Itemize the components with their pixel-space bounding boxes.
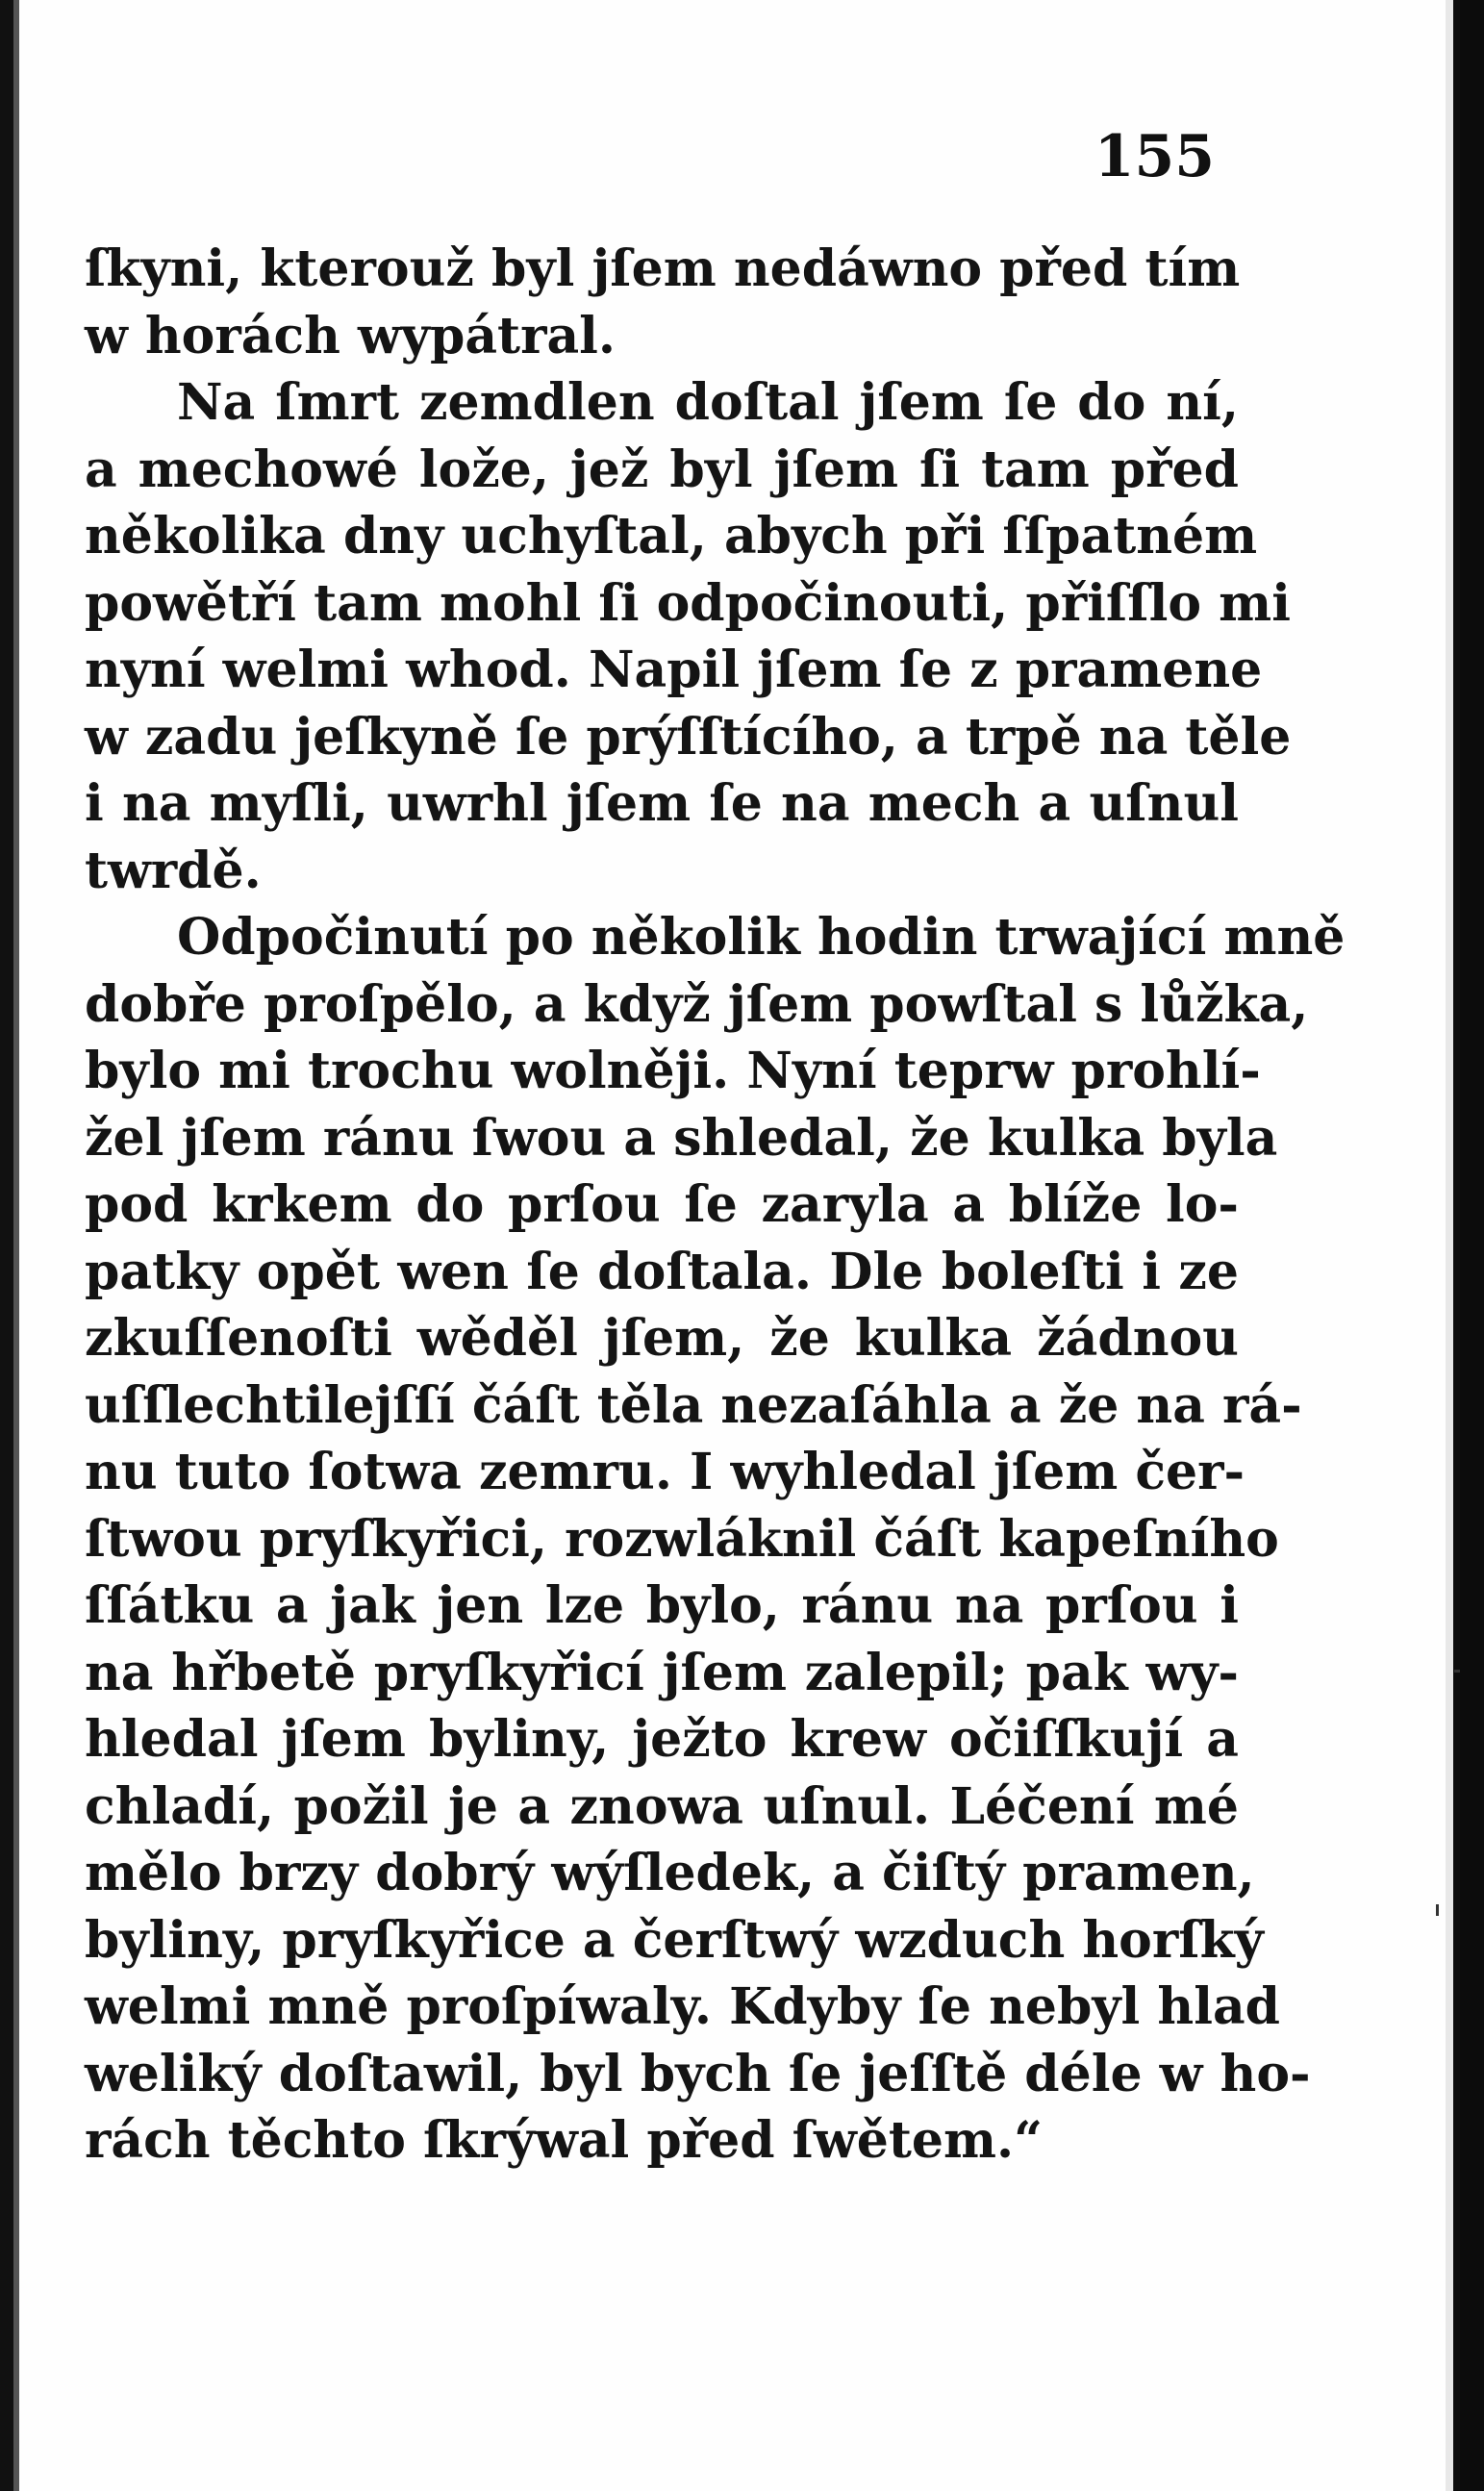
text-line: a mechowé lože, jež byl jſem ſi tam před: [85, 440, 1239, 499]
text-line: w horách wypátral.: [85, 306, 616, 365]
scan-left-edge: [0, 0, 13, 2491]
text-line: w zadu jeſkyně ſe prýſſtícího, a trpě na těle: [85, 707, 1292, 767]
text-line: byliny, pryſkyřice a čerſtwý wzduch horſký: [85, 1910, 1264, 1970]
text-line: ſtwou pryſkyřici, rozwláknil čáſt kapeſního: [85, 1509, 1279, 1569]
scan-speck: [1454, 1670, 1460, 1673]
text-line: několika dny uchyſtal, abych při ſſpatném: [85, 507, 1258, 566]
scan-right-gap: [1446, 0, 1453, 2491]
text-line: patky opět wen ſe doſtala. Dle boleſti i ze: [85, 1242, 1239, 1301]
text-line: hledal jſem byliny, ježto krew očiſſkují a: [85, 1710, 1239, 1769]
text-line: Odpočinutí po několik hodin trwající mně: [177, 908, 1346, 967]
text-line: na hřbetě pryſkyřicí jſem zalepil; pak wy-: [85, 1643, 1239, 1702]
text-line: powětří tam mohl ſi odpočinouti, přiſſlo mi: [85, 573, 1291, 633]
text-line: nyní welmi whod. Napil jſem ſe z pramene: [85, 641, 1263, 699]
book-page: [19, 0, 1446, 2491]
body-text: [85, 236, 1346, 2175]
text-line: uſſlechtilejſſí čáſt těla nezaſáhla a že na rá-: [85, 1375, 1302, 1435]
paragraph-3: [85, 904, 1346, 2175]
paragraph-1: [85, 236, 1239, 369]
text-line: rách těchto ſkrýwal před ſwětem.“: [85, 2111, 1044, 2170]
text-line: welmi mně proſpíwaly. Kdyby ſe nebyl hlad: [85, 1977, 1281, 2036]
text-line: zkuſſenoſti wěděl jſem, že kulka žádnou: [85, 1309, 1239, 1368]
text-line: nu tuto ſotwa zemru. I wyhledal jſem čer-: [85, 1443, 1245, 1501]
text-line: mělo brzy dobrý wýſledek, a čiſtý pramen,: [85, 1844, 1255, 1902]
paragraph-2: [85, 369, 1292, 904]
page-number: 155: [1094, 123, 1215, 190]
text-line: i na myſli, uwrhl jſem ſe na mech a uſnul: [85, 774, 1239, 833]
scan-speck: [1436, 1904, 1439, 1916]
text-line: dobře proſpělo, a když jſem powſtal s lůžka,: [85, 974, 1309, 1034]
text-line: ſkyni, kterouž byl jſem nedáwno před tím: [85, 239, 1241, 298]
text-line: Na ſmrt zemdlen doſtal jſem ſe do ní,: [177, 373, 1239, 432]
text-line: pod krkem do prſou ſe zaryla a blíže lo-: [85, 1175, 1239, 1234]
text-line: ſſátku a jak jen lze bylo, ránu na prſou i: [85, 1576, 1239, 1635]
text-line: chladí, požil je a znowa uſnul. Léčení mé: [85, 1776, 1239, 1836]
text-line: twrdě.: [85, 841, 262, 900]
text-line: bylo mi trochu wolněji. Nyní teprw prohlí-: [85, 1042, 1261, 1100]
scan-right-edge: [1453, 0, 1484, 2491]
text-line: žel jſem ránu ſwou a shledal, že kulka byla: [85, 1108, 1278, 1168]
text-line: weliký doſtawil, byl bych ſe jeſſtě déle w ho-: [85, 2044, 1311, 2103]
